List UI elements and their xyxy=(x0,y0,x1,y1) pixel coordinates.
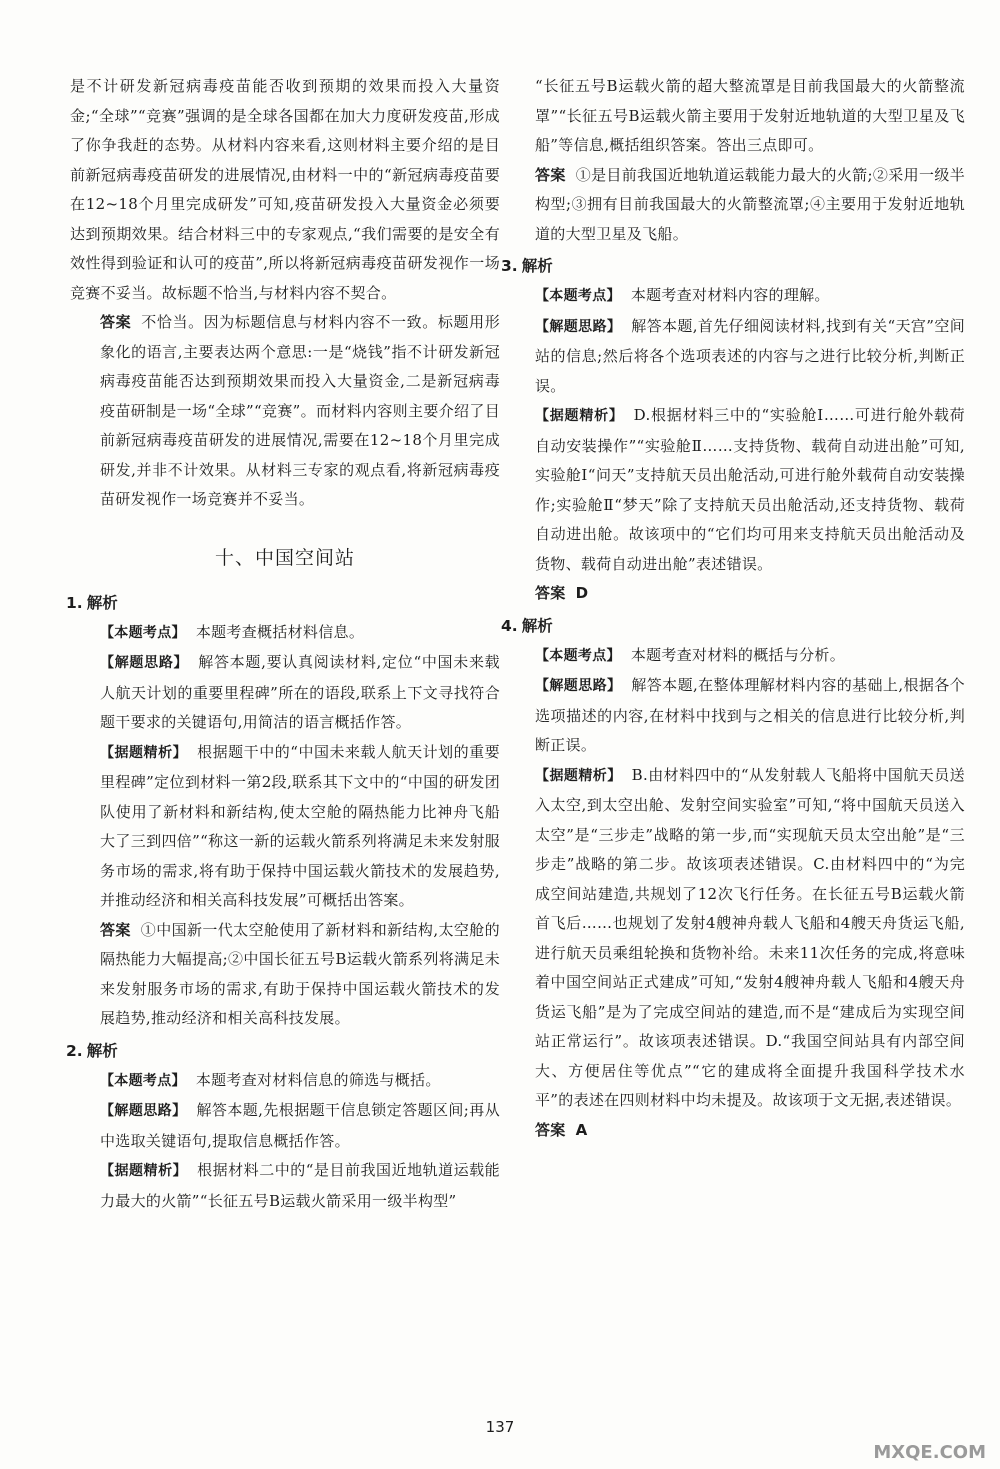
question-heading: 3. 解析 xyxy=(501,257,553,275)
jingxi-paragraph: 【据题精析】 根据材料二中的“是目前我国近地轨道运载能力最大的火箭”“长征五号B运载火箭采用一级半构型” xyxy=(100,1161,500,1210)
q2-answer-paragraph: 答案 ①是目前我国近地轨道运载能力最大的火箭;②采用一级半构型;③拥有目前我国最大的火箭整流罩;④主要用于发射近地轨道的大型卫星及飞船。 xyxy=(535,165,965,243)
silu-paragraph: 【解题思路】 解答本题,在整体理解材料内容的基础上,根据各个选项描述的内容,在材料中找到与之相关的信息进行比较分析,判断正误。 xyxy=(535,676,965,754)
silu-paragraph: 【解题思路】 解答本题,首先仔细阅读材料,找到有关“天宫”空间站的信息;然后将各个选项表述的内容与之进行比较分析,判断正误。 xyxy=(535,316,965,395)
question-4 xyxy=(501,611,965,1146)
watermark: MXQE.COM xyxy=(873,1442,986,1463)
kaodian-paragraph: 【本题考点】 本题考查对材料信息的筛选与概括。 xyxy=(100,1070,441,1089)
section-title: 十、中国空间站 xyxy=(214,546,355,569)
intro-paragraph: 是不计研发新冠病毒疫苗能否收到预期的效果而投入大量资金;“全球”“竞赛”强调的是全球各国都在加大力度研发疫苗,形成了你争我赶的态势。从材料内容来看,这则材料主要介绍的是目前新冠病毒疫苗研发的进展情况,由材料一中的“新冠病毒疫苗要在12~18个月里完成研发”可知,疫苗研发投入大量资金必须要达到预期效果。结合材料三中的专家观点,“我们需要的是安全有效性得到验证和认可的疫苗”,所以将新冠病毒疫苗研发视作一场竞赛不妥当。故标题不恰当,与材料内容不契合。 xyxy=(70,77,500,302)
answer-paragraph: 答案 D xyxy=(535,584,589,602)
question-2 xyxy=(66,1036,500,1217)
q2-continuation: “长征五号B运载火箭的超大整流罩是目前我国最大的火箭整流罩”“长征五号B运载火箭主要用于发射近地轨道的大型卫星及飞船”等信息,概括组织答案。答出三点即可。 xyxy=(535,77,965,154)
jingxi-paragraph: 【据题精析】 D.根据材料三中的“实验舱Ⅰ……可进行舱外载荷自动安装操作”“实验舱Ⅱ……支持货物、载荷自动进出舱”可知,实验舱Ⅰ“问天”支持航天员出舱活动,可进行舱外载荷自动安装操作;实验舱Ⅱ“梦天”除了支持航天员出舱活动,还支持货物、载荷自动进出舱。故该项中的“它们均可用来支持航天员出舱活动及货物、载荷自动进出舱”表述错误。 xyxy=(535,406,965,573)
question-1 xyxy=(66,588,500,1034)
jingxi-paragraph: 【据题精析】 B.由材料四中的“从发射载人飞船将中国航天员送入太空,到太空出舱、发射空间实验室”可知,“将中国航天员送入太空”是“三步走”战略的第一步,而“实现航天员太空出舱”是“三步走”战略的第二步。故该项表述错误。C.由材料四中的“为完成空间站建造,共规划了12次飞行任务。在长征五号B运载火箭首飞后……也规划了发射4艘神舟载人飞船和4艘天舟货运飞船,进行航天员乘组轮换和货物补给。未来11次任务的完成,将意味着中国空间站正式建成”可知,“发射4艘神舟载人飞船和4艘天舟货运飞船”是为了完成空间站的建造,而不是“建成后为实现空间站正常运行”。故该项表述错误。D.“我国空间站具有内部空间大、方便居住等优点”“它的建成将全面提升我国科学技术水平”的表述在四则材料中均未提及。故该项于文无据,表述错误。 xyxy=(535,765,965,1109)
silu-paragraph: 【解题思路】 解答本题,要认真阅读材料,定位“中国未来载人航天计划的重要里程碑”所在的语段,联系上下文寻找符合题干要求的关键语句,用简洁的语言概括作答。 xyxy=(100,653,500,731)
left-column xyxy=(66,72,500,1216)
jingxi-paragraph: 【据题精析】 根据题干中的“中国未来载人航天计划的重要里程碑”定位到材料一第2段,联系其下文中的“中国的研发团队使用了新材料和新结构,使太空舱的隔热能力比神舟飞船大了三到四倍”“称这一新的运载火箭系列将满足未来发射服务市场的需求,将有助于保持中国运载火箭技术的发展趋势,并推动经济和相关高科技发展”可概括出答案。 xyxy=(100,742,500,909)
kaodian-paragraph: 【本题考点】 本题考查对材料的概括与分析。 xyxy=(535,645,846,664)
kaodian-paragraph: 【本题考点】 本题考查对材料内容的理解。 xyxy=(535,286,830,304)
answer-paragraph: 答案 ①中国新一代太空舱使用了新材料和新结构,太空舱的隔热能力大幅提高;②中国长征五号B运载火箭系列将满足未来发射服务市场的需求,有助于保持中国运载火箭技术的发展趋势,推动经济和相关高科技发展。 xyxy=(100,920,500,1027)
answer-paragraph xyxy=(70,308,500,515)
silu-paragraph: 【解题思路】 解答本题,先根据题干信息锁定答题区间;再从中选取关键语句,提取信息概括作答。 xyxy=(100,1101,500,1150)
answer-paragraph: 答案 A xyxy=(535,1120,588,1139)
kaodian-paragraph: 【本题考点】 本题考查概括材料信息。 xyxy=(100,622,365,641)
answer-label: 答案 xyxy=(100,313,132,331)
answer-text: 不恰当。因为标题信息与材料内容不一致。标题用形象化的语言,主要表达两个意思:一是“烧钱”指不计研发新冠病毒疫苗能否达到预期效果而投入大量资金,二是新冠病毒疫苗研制是一场“全球”“竞赛”。而材料内容则主要介绍了目前新冠病毒疫苗研发的进展情况,需要在12~18个月里完成研发,并非不计效果。从材料三专家的观点看,将新冠病毒疫苗研发视作一场竞赛并不妥当。 xyxy=(100,313,500,508)
question-heading: 1. 解析 xyxy=(66,593,118,612)
question-3 xyxy=(501,251,965,609)
question-heading: 2. 解析 xyxy=(66,1041,118,1060)
right-column xyxy=(501,72,965,1145)
page-number: 137 xyxy=(485,1418,515,1436)
question-heading: 4. 解析 xyxy=(501,616,553,635)
